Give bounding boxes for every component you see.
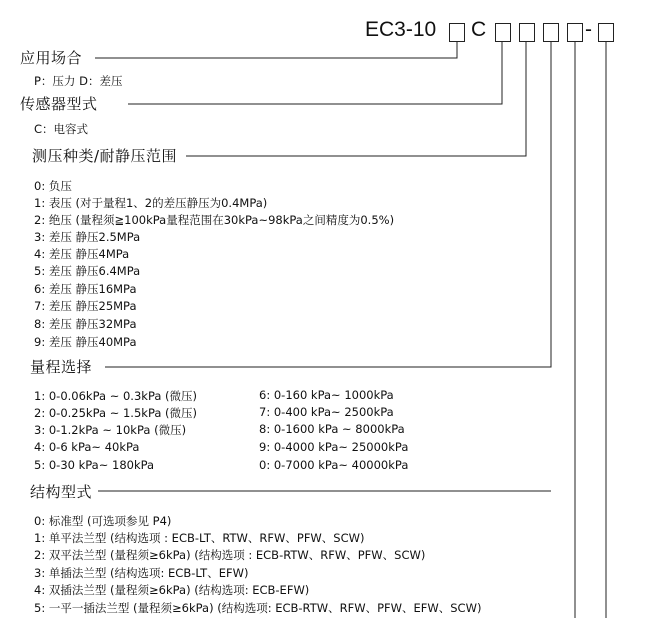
range-item: 4: 0-6 kPa~ 40kPa — [34, 440, 140, 454]
model-dash: - — [585, 18, 592, 41]
model-prefix: EC3-10 — [365, 18, 437, 41]
pressure-item: 6: 差压 静压16MPa — [34, 282, 137, 296]
range-item: 6: 0-160 kPa~ 1000kPa — [259, 388, 394, 402]
pressure-item: 9: 差压 静压40MPa — [34, 335, 137, 349]
range-item: 7: 0-400 kPa~ 2500kPa — [259, 405, 394, 419]
heading-application: 应用场合 — [20, 49, 83, 67]
range-item: 5: 0-30 kPa~ 180kPa — [34, 458, 155, 472]
pressure-item: 2: 绝压 (量程须≧100kPa量程范围在30kPa~98kPa之间精度为0.5%) — [34, 213, 395, 227]
application-desc: P：压力 D：差压 — [34, 74, 123, 88]
leader-application — [95, 42, 457, 58]
sensor-desc: C：电容式 — [34, 122, 89, 136]
structure-item: 0: 标准型 (可选项参见 P4) — [34, 514, 172, 528]
model-c-letter: C — [471, 18, 487, 41]
leader-sensor — [128, 42, 502, 104]
range-item: 3: 0-1.2kPa ~ 10kPa (微压) — [34, 423, 187, 437]
range-item: 9: 0-4000 kPa~ 25000kPa — [259, 440, 409, 454]
pressure-item: 1: 表压 (对于量程1、2的差压静压为0.4MPa) — [34, 196, 268, 210]
structure-item: 4: 双插法兰型 (量程须≥6kPa) (结构选项: ECB-EFW) — [34, 583, 310, 597]
heading-range: 量程选择 — [30, 358, 93, 376]
structure-item: 5: 一平一插法兰型 (量程须≥6kPa) (结构选项: ECB-RTW、RFW、PFW、EFW、SCW) — [34, 601, 482, 615]
heading-pressure-type: 测压种类/耐静压范围 — [32, 147, 178, 165]
leader-pressure-type — [186, 42, 526, 156]
pressure-item: 3: 差压 静压2.5MPa — [34, 230, 141, 244]
pressure-item: 0: 负压 — [34, 179, 72, 193]
heading-sensor: 传感器型式 — [20, 95, 98, 113]
range-item: 8: 0-1600 kPa ~ 8000kPa — [259, 422, 405, 436]
range-item: 1: 0-0.06kPa ~ 0.3kPa (微压) — [34, 389, 198, 403]
heading-structure: 结构型式 — [30, 483, 93, 501]
range-item: 0: 0-7000 kPa~ 40000kPa — [259, 458, 409, 472]
structure-item: 2: 双平法兰型 (量程须≥6kPa) (结构选项 : ECB-RTW、RFW、PFW、SCW) — [34, 548, 426, 562]
structure-item: 3: 单插法兰型 (结构选项: ECB-LT、EFW) — [34, 566, 249, 580]
structure-item: 1: 单平法兰型 (结构选项 : ECB-LT、RTW、RFW、PFW、SCW) — [34, 531, 365, 545]
range-item: 2: 0-0.25kPa ~ 1.5kPa (微压) — [34, 406, 198, 420]
pressure-item: 5: 差压 静压6.4MPa — [34, 264, 141, 278]
pressure-item: 8: 差压 静压32MPa — [34, 317, 137, 331]
pressure-item: 4: 差压 静压4MPa — [34, 247, 130, 261]
pressure-item: 7: 差压 静压25MPa — [34, 299, 137, 313]
